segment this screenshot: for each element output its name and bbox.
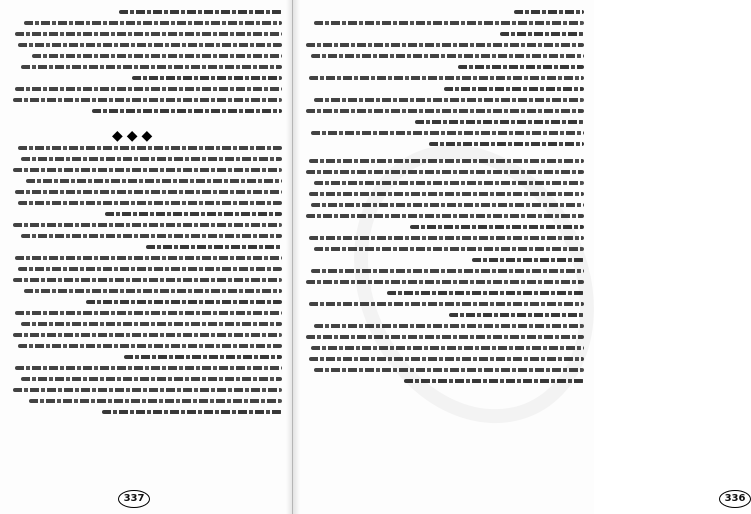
left-page-text-block — [10, 10, 282, 421]
page-number-right: 336 — [719, 490, 751, 508]
page-number-left: 337 — [118, 490, 150, 508]
left-page — [0, 0, 293, 514]
section-separator: ◆◆◆ — [112, 128, 157, 144]
